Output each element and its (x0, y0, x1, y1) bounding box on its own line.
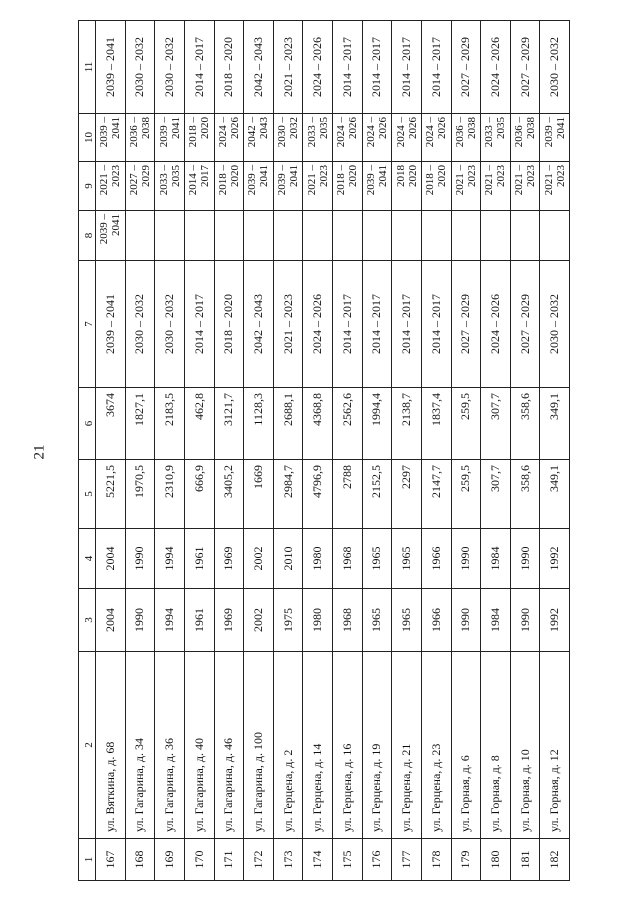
living-area-cell: 462,8 (184, 388, 214, 460)
p8-period-cell (273, 211, 303, 261)
year-commission-cell: 1965 (362, 529, 392, 589)
period-part: 2023 (495, 165, 508, 187)
address-cell: ул. Гагарина, д. 46 (214, 652, 244, 839)
period-part: 2023 (317, 165, 330, 187)
col-header: 5 (79, 460, 96, 529)
period-cell: 2018 – 2020 (214, 261, 244, 388)
col-header: 6 (79, 388, 96, 460)
period-part: 2024 – (216, 117, 229, 148)
period-part: 2039 – (98, 214, 111, 245)
period-cell: 2027 – 2029 (510, 261, 540, 388)
living-area-cell: 1994,4 (362, 388, 392, 460)
period-part: 2024 – (364, 117, 377, 148)
p9-period-cell (155, 162, 185, 211)
total-area-cell: 1669 (244, 460, 274, 529)
period-part: 2030 – (276, 117, 289, 148)
num-cell: 178 (421, 839, 451, 881)
num-cell: 177 (392, 839, 422, 881)
period-part: 2024 – (394, 117, 407, 148)
document-table-rotated (78, 21, 570, 881)
p9-period-cell (540, 162, 570, 211)
period-part: 2041 (376, 165, 389, 187)
num-cell: 167 (96, 839, 126, 881)
year-built-cell: 1994 (155, 589, 185, 652)
living-area-cell: 1827,1 (125, 388, 155, 460)
table-row (155, 21, 185, 881)
p8-period-cell (333, 211, 363, 261)
period-part: 2018 – (216, 165, 229, 196)
period-part: 2020 (406, 165, 419, 187)
year-built-cell: 1965 (392, 589, 422, 652)
p11-period-cell: 2027 – 2029 (510, 21, 540, 114)
period-cell: 2014 – 2017 (184, 261, 214, 388)
year-built-cell: 1980 (303, 589, 333, 652)
num-cell: 172 (244, 839, 274, 881)
p10-period-cell (273, 114, 303, 162)
address-cell: ул. Гагарина, д. 100 (244, 652, 274, 839)
p10-period-cell (540, 114, 570, 162)
address-cell: ул. Герцена, д. 21 (392, 652, 422, 839)
period-cell: 2030 – 2032 (155, 261, 185, 388)
period-part: 2021 – (513, 165, 526, 196)
period-part: 2023 (110, 165, 123, 187)
period-part: 2026 (436, 117, 449, 139)
num-cell: 169 (155, 839, 185, 881)
table-row (96, 21, 126, 881)
p8-period-cell (481, 211, 511, 261)
year-commission-cell: 1966 (421, 529, 451, 589)
period-cell: 2014 – 2017 (333, 261, 363, 388)
address-cell: ул. Герцена, д. 19 (362, 652, 392, 839)
year-built-cell: 1966 (421, 589, 451, 652)
p9-period-cell (303, 162, 333, 211)
period-part: 2036 – (127, 117, 140, 148)
year-built-cell: 1992 (540, 589, 570, 652)
period-part: 2039 – (364, 165, 377, 196)
living-area-cell: 2688,1 (273, 388, 303, 460)
p11-period-cell: 2021 – 2023 (273, 21, 303, 114)
p10-period-cell (96, 114, 126, 162)
address-cell: ул. Горная, д. 8 (481, 652, 511, 839)
living-area-cell: 2562,6 (333, 388, 363, 460)
total-area-cell: 2147,7 (421, 460, 451, 529)
address-cell: ул. Герцена, д. 2 (273, 652, 303, 839)
living-area-cell: 349,1 (540, 388, 570, 460)
num-cell: 175 (333, 839, 363, 881)
p10-period-cell (362, 114, 392, 162)
p11-period-cell: 2030 – 2032 (125, 21, 155, 114)
period-part: 2035 (169, 165, 182, 187)
p11-period-cell: 2014 – 2017 (362, 21, 392, 114)
year-commission-cell: 1990 (510, 529, 540, 589)
period-cell: 2021 – 2023 (273, 261, 303, 388)
year-commission-cell: 1961 (184, 529, 214, 589)
period-part: 2039 – (276, 165, 289, 196)
living-area-cell: 1128,3 (244, 388, 274, 460)
p10-period-cell (184, 114, 214, 162)
table-row (421, 21, 451, 881)
p11-period-cell: 2042 – 2043 (244, 21, 274, 114)
year-built-cell: 1990 (451, 589, 481, 652)
living-area-cell: 2138,7 (392, 388, 422, 460)
p9-period-cell (421, 162, 451, 211)
period-part: 2029 (139, 165, 152, 187)
table-row (333, 21, 363, 881)
period-part: 2023 (465, 165, 478, 187)
address-cell: ул. Горная, д. 6 (451, 652, 481, 839)
period-part: 2024 – (424, 117, 437, 148)
living-area-cell: 259,5 (451, 388, 481, 460)
year-built-cell: 1969 (214, 589, 244, 652)
period-part: 2041 (554, 117, 567, 139)
num-cell: 170 (184, 839, 214, 881)
p9-period-cell (510, 162, 540, 211)
year-built-cell: 1984 (481, 589, 511, 652)
total-area-cell: 4796,9 (303, 460, 333, 529)
col-header: 9 (79, 162, 96, 211)
col-header: 3 (79, 589, 96, 652)
col-header: 10 (79, 114, 96, 162)
period-part: 2039 – (98, 117, 111, 148)
living-area-cell: 3121,7 (214, 388, 244, 460)
p10-period-cell (481, 114, 511, 162)
period-part: 2026 (228, 117, 241, 139)
p8-period-cell (125, 211, 155, 261)
total-area-cell: 307,7 (481, 460, 511, 529)
period-part: 2039 – (157, 117, 170, 148)
year-commission-cell: 1965 (392, 529, 422, 589)
living-area-cell: 3674 (96, 388, 126, 460)
header-row (79, 21, 96, 881)
col-header: 4 (79, 529, 96, 589)
living-area-cell: 1837,4 (421, 388, 451, 460)
num-cell: 179 (451, 839, 481, 881)
p11-period-cell: 2014 – 2017 (333, 21, 363, 114)
table-row (392, 21, 422, 881)
year-commission-cell: 1969 (214, 529, 244, 589)
year-built-cell: 1968 (333, 589, 363, 652)
period-cell: 2024 – 2026 (481, 261, 511, 388)
num-cell: 182 (540, 839, 570, 881)
page-number: 21 (31, 444, 48, 460)
p9-period-cell (214, 162, 244, 211)
p8-period-cell (510, 211, 540, 261)
living-area-cell: 4368,8 (303, 388, 333, 460)
period-part: 2017 (199, 165, 212, 187)
p11-period-cell: 2024 – 2026 (303, 21, 333, 114)
year-built-cell: 2002 (244, 589, 274, 652)
period-cell: 2014 – 2017 (421, 261, 451, 388)
table-row (303, 21, 333, 881)
period-part: 2041 (288, 165, 301, 187)
capital-repair-table (78, 20, 570, 881)
address-cell: ул. Вяткина, д. 68 (96, 652, 126, 839)
p9-period-cell (125, 162, 155, 211)
col-header: 8 (79, 211, 96, 261)
col-header: 2 (79, 652, 96, 839)
p8-period-cell (392, 211, 422, 261)
year-commission-cell: 1968 (333, 529, 363, 589)
total-area-cell: 2297 (392, 460, 422, 529)
period-part: 2014 – (187, 165, 200, 196)
total-area-cell: 2788 (333, 460, 363, 529)
p11-period-cell: 2027 – 2029 (451, 21, 481, 114)
period-part: 2018 – (187, 117, 200, 148)
period-part: 2042 – (246, 117, 259, 148)
period-part: 2020 (199, 117, 212, 139)
period-part: 2026 (347, 117, 360, 139)
table-row (244, 21, 274, 881)
period-part: 2032 (288, 117, 301, 139)
p8-period-cell (540, 211, 570, 261)
period-part: 2033 – (305, 117, 318, 148)
period-cell: 2024 – 2026 (303, 261, 333, 388)
period-cell: 2042 – 2043 (244, 261, 274, 388)
table-row (510, 21, 540, 881)
table-row (362, 21, 392, 881)
total-area-cell: 666,9 (184, 460, 214, 529)
address-cell: ул. Гагарина, д. 36 (155, 652, 185, 839)
p10-period-cell (510, 114, 540, 162)
num-cell: 173 (273, 839, 303, 881)
address-cell: ул. Горная, д. 12 (540, 652, 570, 839)
year-commission-cell: 2010 (273, 529, 303, 589)
table-row (125, 21, 155, 881)
year-built-cell: 1975 (273, 589, 303, 652)
p10-period-cell (451, 114, 481, 162)
num-cell: 174 (303, 839, 333, 881)
p11-period-cell: 2018 – 2020 (214, 21, 244, 114)
total-area-cell: 5221,5 (96, 460, 126, 529)
p10-period-cell (244, 114, 274, 162)
col-header: 11 (79, 21, 96, 114)
year-commission-cell: 2004 (96, 529, 126, 589)
year-commission-cell: 1990 (125, 529, 155, 589)
total-area-cell: 358,6 (510, 460, 540, 529)
address-cell: ул. Гагарина, д. 40 (184, 652, 214, 839)
period-cell: 2027 – 2029 (451, 261, 481, 388)
period-part: 2026 (376, 117, 389, 139)
p11-period-cell: 2039 – 2041 (96, 21, 126, 114)
p9-period-cell (362, 162, 392, 211)
year-built-cell: 1990 (510, 589, 540, 652)
p10-period-cell (303, 114, 333, 162)
period-part: 2018 (394, 165, 407, 187)
p8-period-cell (155, 211, 185, 261)
address-cell: ул. Гагарина, д. 34 (125, 652, 155, 839)
period-part: 2021 – (542, 165, 555, 196)
total-area-cell: 2984,7 (273, 460, 303, 529)
col-header: 7 (79, 261, 96, 388)
p9-period-cell (96, 162, 126, 211)
p8-period-cell (451, 211, 481, 261)
period-part: 2027 – (127, 165, 140, 196)
p11-period-cell: 2014 – 2017 (184, 21, 214, 114)
num-cell: 180 (481, 839, 511, 881)
p10-period-cell (333, 114, 363, 162)
p9-period-cell (451, 162, 481, 211)
period-cell: 2039 – 2041 (96, 261, 126, 388)
year-built-cell: 1965 (362, 589, 392, 652)
p8-period-cell (303, 211, 333, 261)
period-part: 2039 – (542, 117, 555, 148)
table-row (214, 21, 244, 881)
year-built-cell: 1990 (125, 589, 155, 652)
p11-period-cell: 2030 – 2032 (155, 21, 185, 114)
p10-period-cell (421, 114, 451, 162)
period-part: 2020 (228, 165, 241, 187)
period-part: 2020 (436, 165, 449, 187)
period-part: 2033 – (483, 117, 496, 148)
col-header: 1 (79, 839, 96, 881)
period-cell: 2014 – 2017 (392, 261, 422, 388)
table-row (273, 21, 303, 881)
address-cell: ул. Герцена, д. 16 (333, 652, 363, 839)
period-cell: 2030 – 2032 (540, 261, 570, 388)
address-cell: ул. Горная, д. 10 (510, 652, 540, 839)
living-area-cell: 2183,5 (155, 388, 185, 460)
period-part: 2038 (525, 117, 538, 139)
p10-period-cell (155, 114, 185, 162)
p9-period-cell (392, 162, 422, 211)
period-part: 2039 – (246, 165, 259, 196)
p11-period-cell: 2024 – 2026 (481, 21, 511, 114)
period-part: 2041 (110, 214, 123, 236)
table-row (540, 21, 570, 881)
num-cell: 181 (510, 839, 540, 881)
year-built-cell: 1961 (184, 589, 214, 652)
period-part: 2023 (525, 165, 538, 187)
total-area-cell: 349,1 (540, 460, 570, 529)
p10-period-cell (125, 114, 155, 162)
period-part: 2038 (139, 117, 152, 139)
total-area-cell: 1970,5 (125, 460, 155, 529)
p8-period-cell (184, 211, 214, 261)
period-part: 2041 (110, 117, 123, 139)
p11-period-cell: 2030 – 2032 (540, 21, 570, 114)
period-part: 2021 – (453, 165, 466, 196)
p10-period-cell (392, 114, 422, 162)
year-commission-cell: 2002 (244, 529, 274, 589)
num-cell: 176 (362, 839, 392, 881)
p9-period-cell (481, 162, 511, 211)
period-part: 2026 (406, 117, 419, 139)
period-part: 2041 (258, 165, 271, 187)
period-part: 2036 – (453, 117, 466, 148)
p11-period-cell: 2014 – 2017 (421, 21, 451, 114)
p8-period-cell (244, 211, 274, 261)
year-commission-cell: 1992 (540, 529, 570, 589)
total-area-cell: 2152,5 (362, 460, 392, 529)
p8-period-cell (362, 211, 392, 261)
p8-period-cell (421, 211, 451, 261)
total-area-cell: 3405,2 (214, 460, 244, 529)
total-area-cell: 2310,9 (155, 460, 185, 529)
table-body (96, 21, 570, 881)
period-part: 2035 (495, 117, 508, 139)
year-commission-cell: 1994 (155, 529, 185, 589)
p9-period-cell (184, 162, 214, 211)
period-part: 2018 – (335, 165, 348, 196)
table-row (481, 21, 511, 881)
p8-period-cell (214, 211, 244, 261)
table-row (184, 21, 214, 881)
period-part: 2020 (347, 165, 360, 187)
year-commission-cell: 1984 (481, 529, 511, 589)
period-part: 2033 – (157, 165, 170, 196)
p9-period-cell (333, 162, 363, 211)
period-part: 2038 (465, 117, 478, 139)
p9-period-cell (273, 162, 303, 211)
num-cell: 171 (214, 839, 244, 881)
period-part: 2023 (554, 165, 567, 187)
period-part: 2043 (258, 117, 271, 139)
p11-period-cell: 2014 – 2017 (392, 21, 422, 114)
period-part: 2018 – (424, 165, 437, 196)
year-built-cell: 2004 (96, 589, 126, 652)
p9-period-cell (244, 162, 274, 211)
num-cell: 168 (125, 839, 155, 881)
period-cell: 2030 – 2032 (125, 261, 155, 388)
living-area-cell: 307,7 (481, 388, 511, 460)
living-area-cell: 358,6 (510, 388, 540, 460)
period-part: 2021 – (98, 165, 111, 196)
p8-period-cell (96, 211, 126, 261)
table-row (451, 21, 481, 881)
p10-period-cell (214, 114, 244, 162)
year-commission-cell: 1990 (451, 529, 481, 589)
period-part: 2036 – (513, 117, 526, 148)
period-part: 2041 (169, 117, 182, 139)
address-cell: ул. Герцена, д. 14 (303, 652, 333, 839)
address-cell: ул. Герцена, д. 23 (421, 652, 451, 839)
period-cell: 2014 – 2017 (362, 261, 392, 388)
period-part: 2035 (317, 117, 330, 139)
total-area-cell: 259,5 (451, 460, 481, 529)
year-commission-cell: 1980 (303, 529, 333, 589)
period-part: 2021 – (483, 165, 496, 196)
period-part: 2021 – (305, 165, 318, 196)
period-part: 2024 – (335, 117, 348, 148)
